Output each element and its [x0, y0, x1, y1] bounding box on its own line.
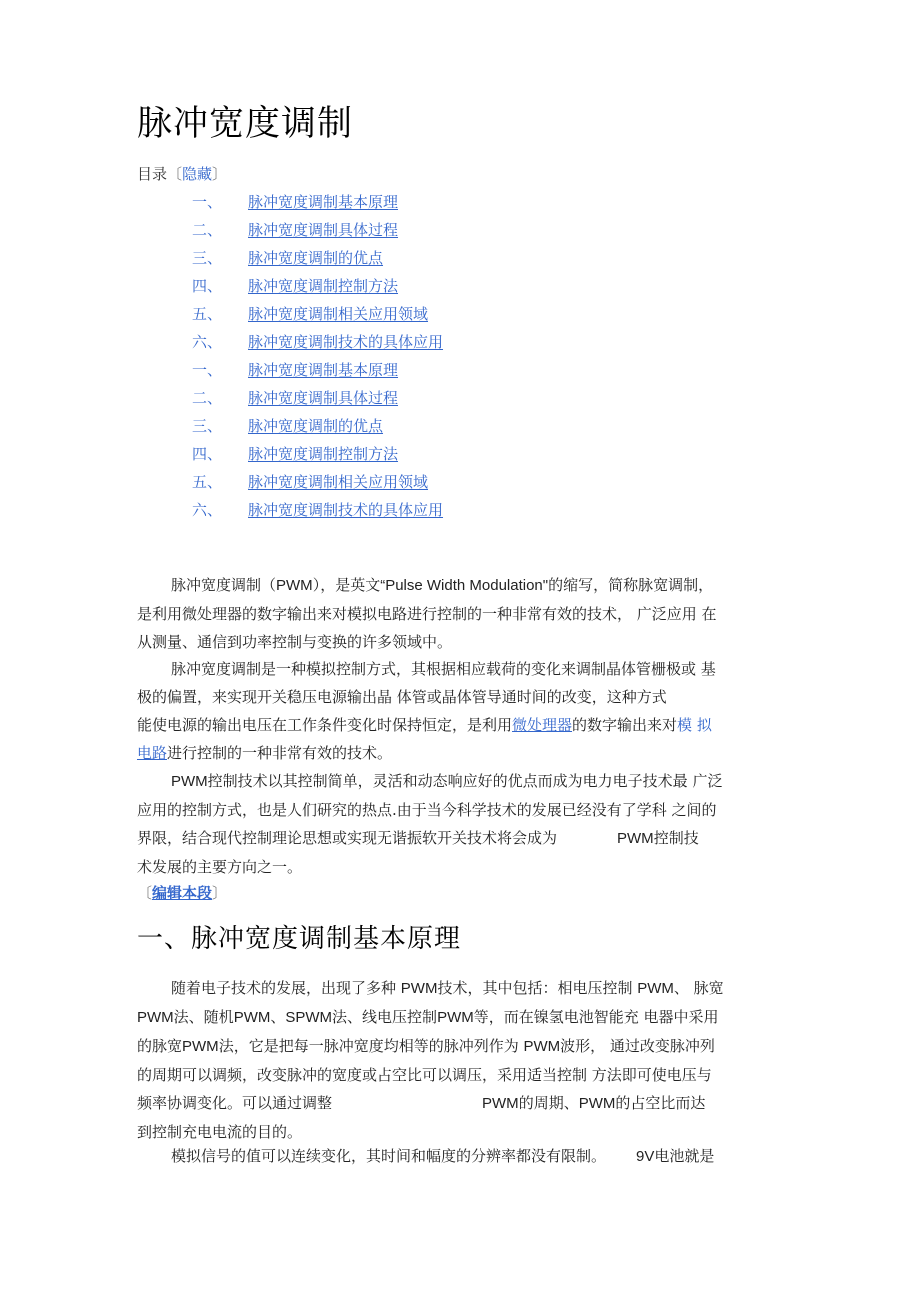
section1-paragraph-1: 随着电子技术的发展，出现了多种 PWM技术，其中包括：相电压控制 PWM、 脉宽 PWM法、随机PWM、SPWM法、线电压控制PWM等，而在镍氢电池智能充 电器中采用 的脉宽PWM法，它是把每一脉冲宽度均相等的脉冲列作为 PWM波形， 通过改变脉冲列 的周期可以调频，改变脉冲的宽度或占空比可以调压，采用适当控制 方法即可使电压与 频率协调变化。可以通过调整 PWM的周期、PWM的占空比而达 到控制充电电流的目的。 — [137, 979, 724, 1141]
page-title: 脉冲宽度调制 — [137, 104, 354, 144]
toc-item — [192, 247, 443, 275]
toc-item — [192, 275, 443, 303]
intro-paragraph-3: PWM控制技术以其控制简单，灵活和动态响应好的优点而成为电力电子技术最 广泛 应用的控制方式，也是人们研究的热点.由于当今科学技术的发展已经没有了学科 之间的 界限，结合现代控制理论思想或实现无谐振软开关技术将会成为 PWM控制技 术发展的主要方向之一。 — [137, 772, 723, 876]
toc-item — [192, 191, 443, 219]
toc-link-4[interactable]: 四、 脉冲宽度调制控制方法 — [192, 277, 399, 295]
toc-link-11[interactable]: 五、 脉冲宽度调制相关应用领域 — [192, 473, 429, 491]
toc-item — [192, 331, 443, 359]
intro-paragraph-1: 脉冲宽度调制（PWM），是英文“Pulse Width Modulation"的缩写，简称脉宽调制， 是利用微处理器的数字输出来对模拟电路进行控制的一种非常有效的技术， 广泛应用 在 从测量、通信到功率控制与变换的许多领域中。 — [137, 576, 717, 651]
toc-bracket-close: 〕 — [212, 165, 228, 183]
toc-link-2[interactable]: 二、 脉冲宽度调制具体过程 — [192, 221, 399, 239]
toc-header — [137, 163, 227, 184]
intro-paragraph-2: 脉冲宽度调制是一种模拟控制方式，其根据相应载荷的变化来调制晶体管栅极或 基 极的偏置，来实现开关稳压电源输出晶 体管或晶体管导通时间的改变，这种方式 能使电源的输出电压在工作条件变化时保持恒定，是利用微处理器的数字输出来对模 拟 电路进行控制的一种非常有效的技术。 — [137, 660, 716, 762]
toc-bracket-open: 〔 — [167, 165, 183, 183]
toc-link-9[interactable]: 三、 脉冲宽度调制的优点 — [192, 417, 384, 435]
toc-link-3[interactable]: 三、 脉冲宽度调制的优点 — [192, 249, 384, 267]
toc-item — [192, 499, 443, 527]
toc-hide-toggle[interactable]: 隐藏 — [182, 165, 213, 183]
toc-item — [192, 219, 443, 247]
toc-link-7[interactable]: 一、 脉冲宽度调制基本原理 — [192, 361, 399, 379]
toc-item — [192, 359, 443, 387]
toc-link-12[interactable]: 六、 脉冲宽度调制技术的具体应用 — [192, 501, 444, 519]
link-microprocessor[interactable]: 微处理器 — [512, 716, 573, 734]
link-analog[interactable]: 模 拟 — [677, 716, 712, 734]
edit-section-link[interactable]: 编辑本段 — [152, 884, 213, 902]
section-heading-1: 一、脉冲宽度调制基本原理 — [137, 924, 462, 954]
toc-link-5[interactable]: 五、 脉冲宽度调制相关应用领域 — [192, 305, 429, 323]
toc-link-1[interactable]: 一、 脉冲宽度调制基本原理 — [192, 193, 399, 211]
toc-link-10[interactable]: 四、 脉冲宽度调制控制方法 — [192, 445, 399, 463]
section1-paragraph-2: 模拟信号的值可以连续变化，其时间和幅度的分辨率都没有限制。 9V电池就是 — [171, 1147, 715, 1165]
toc-link-8[interactable]: 二、 脉冲宽度调制具体过程 — [192, 389, 399, 407]
toc-item — [192, 443, 443, 471]
edit-section-control: 〔编辑本段〕 — [137, 884, 228, 902]
link-circuit[interactable]: 电路 — [137, 744, 168, 762]
table-of-contents — [192, 191, 443, 527]
toc-item — [192, 471, 443, 499]
toc-item — [192, 415, 443, 443]
toc-item — [192, 387, 443, 415]
toc-label: 目录 — [137, 165, 168, 183]
toc-link-6[interactable]: 六、 脉冲宽度调制技术的具体应用 — [192, 333, 444, 351]
toc-item — [192, 303, 443, 331]
